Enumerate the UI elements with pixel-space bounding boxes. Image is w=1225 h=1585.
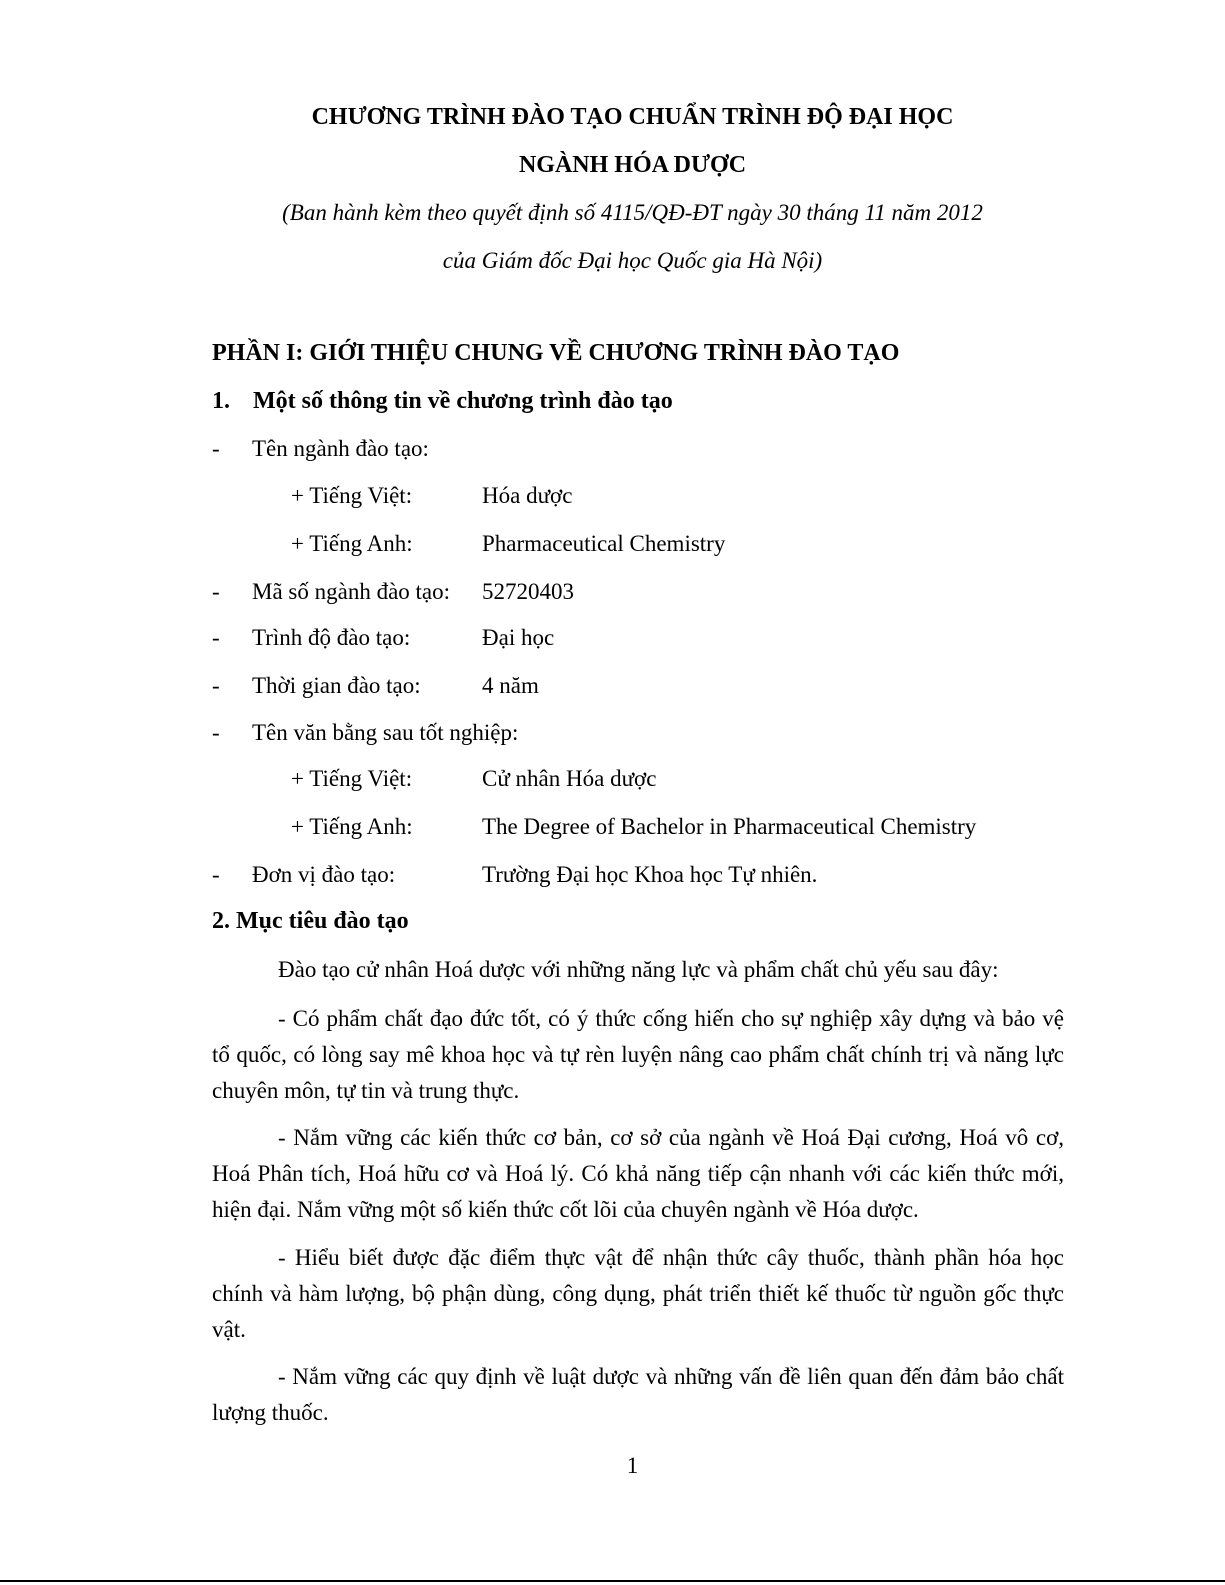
list-bullet: - <box>212 625 220 650</box>
list-bullet: - <box>212 579 220 604</box>
info-label-vietnamese: + Tiếng Việt: <box>291 483 413 508</box>
page-number: 1 <box>626 1453 639 1478</box>
section1-heading: Một số thông tin về chương trình đào tạo <box>253 388 673 414</box>
info-value-major-vietnamese: Hóa dược <box>482 483 573 508</box>
info-value-level: Đại học <box>482 625 555 650</box>
document-subtitle-line2: của Giám đốc Đại học Quốc gia Hà Nội) <box>442 248 823 273</box>
objective-paragraph <box>212 1120 1064 1228</box>
document-title-line2: NGÀNH HÓA DƯỢC <box>518 152 747 178</box>
list-bullet: - <box>212 436 220 461</box>
document-title-line1: CHƯƠNG TRÌNH ĐÀO TẠO CHUẨN TRÌNH ĐỘ ĐẠI HỌC <box>311 104 954 130</box>
objective-text: - Nắm vững các quy định về luật dược và những vấn đề liên quan đến đảm bảo chất lượng thuốc. <box>212 1364 1064 1425</box>
list-bullet: - <box>212 720 220 745</box>
section1-number: 1. <box>212 388 230 414</box>
info-value-duration: 4 năm <box>482 673 539 698</box>
info-value-degree-english: The Degree of Bachelor in Pharmaceutical Chemistry <box>482 814 977 839</box>
objective-paragraph <box>212 1359 1064 1431</box>
info-label-degree-name: Tên văn bằng sau tốt nghiệp: <box>252 720 519 745</box>
section2-intro: Đào tạo cử nhân Hoá dược với những năng lực và phẩm chất chủ yếu sau đây: <box>278 957 999 982</box>
info-value-unit: Trường Đại học Khoa học Tự nhiên. <box>482 862 818 887</box>
info-value-degree-vietnamese: Cử nhân Hóa dược <box>482 766 657 791</box>
objective-text: - Có phẩm chất đạo đức tốt, có ý thức cống hiến cho sự nghiệp xây dựng và bảo vệ tổ quốc, có lòng say mê khoa học và tự rèn luyện nâng cao phẩm chất chính trị và năng lực chuyên môn, tự tin và trung thực. <box>212 1006 1064 1103</box>
info-label-unit: Đơn vị đào tạo: <box>252 862 396 887</box>
list-bullet: - <box>212 673 220 698</box>
info-label-english: + Tiếng Anh: <box>291 531 413 556</box>
section2-heading: 2. Mục tiêu đào tạo <box>212 908 409 934</box>
objective-text: - Nắm vững các kiến thức cơ bản, cơ sở của ngành về Hoá Đại cương, Hoá vô cơ, Hoá Phân tích, Hoá hữu cơ và Hoá lý. Có khả năng tiếp cận nhanh với các kiến thức mới, hiện đại. Nắm vững một số kiến thức cốt lõi của chuyên ngành về Hóa dược. <box>212 1125 1064 1222</box>
document-subtitle-line1: (Ban hành kèm theo quyết định số 4115/QĐ-ĐT ngày 30 tháng 11 năm 2012 <box>282 200 983 225</box>
list-bullet: - <box>212 862 220 887</box>
objective-paragraph <box>212 1240 1064 1348</box>
page-bottom-border <box>0 1580 1225 1582</box>
part1-heading: PHẦN I: GIỚI THIỆU CHUNG VỀ CHƯƠNG TRÌNH ĐÀO TẠO <box>212 340 900 366</box>
info-label-major-name: Tên ngành đào tạo: <box>252 436 429 461</box>
info-label-major-code: Mã số ngành đào tạo: <box>252 579 451 604</box>
info-label-level: Trình độ đào tạo: <box>252 625 411 650</box>
objective-paragraph <box>212 1001 1064 1109</box>
info-label-duration: Thời gian đào tạo: <box>252 673 421 698</box>
objective-text: - Hiểu biết được đặc điểm thực vật để nhận thức cây thuốc, thành phần hóa học chính và hàm lượng, bộ phận dùng, công dụng, phát triển thiết kế thuốc từ nguồn gốc thực vật. <box>212 1245 1064 1342</box>
info-label-english: + Tiếng Anh: <box>291 814 413 839</box>
info-value-major-english: Pharmaceutical Chemistry <box>482 531 726 556</box>
info-label-vietnamese: + Tiếng Việt: <box>291 766 413 791</box>
info-value-major-code: 52720403 <box>482 579 574 604</box>
